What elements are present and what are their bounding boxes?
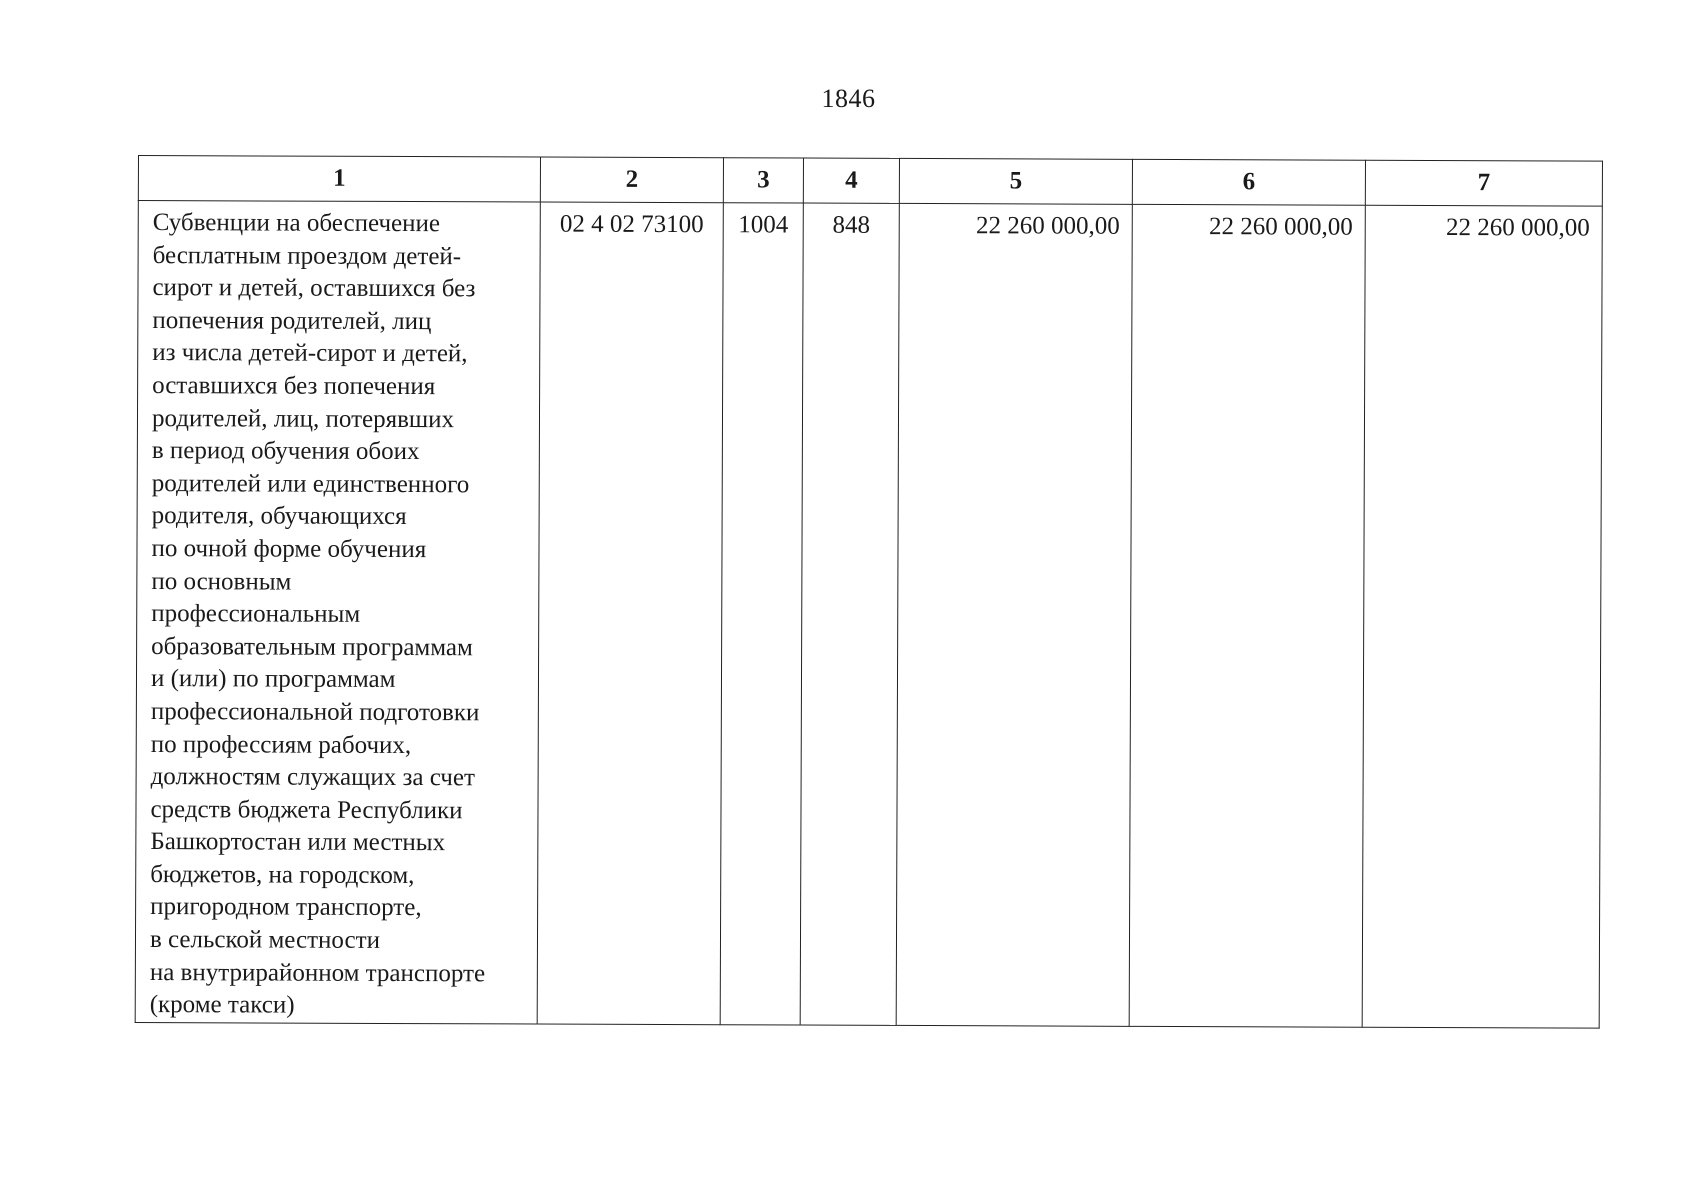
page-number: 1846 — [821, 84, 876, 113]
description-line: на внутрирайонном транспорте — [149, 958, 486, 987]
description-line: в сельской местности — [149, 926, 381, 954]
description-line: профессиональным — [151, 600, 361, 628]
column-header-4: 4 — [803, 158, 899, 203]
description-line: бесплатным проездом детей- — [152, 241, 462, 270]
description-line: по очной форме обучения — [151, 534, 427, 564]
description-line: Субвенции на обеспечение — [152, 209, 441, 238]
description-line: из числа детей-сирот и детей, — [152, 339, 468, 368]
column-header-1: 1 — [138, 156, 540, 203]
amount-1-cell — [896, 203, 1132, 1026]
description-line: Башкортостан или местных — [150, 828, 446, 857]
target-article-code: 02 4 02 73100 — [559, 210, 704, 239]
column-header-6: 6 — [1132, 159, 1365, 205]
description-line: сирот и детей, оставшихся без — [152, 274, 476, 303]
description-line: в период обучения обоих — [151, 437, 420, 466]
description-line: оставшихся без попечения — [152, 372, 436, 401]
section-code: 1004 — [738, 211, 789, 239]
description-line: профессиональной подготовки — [150, 697, 480, 727]
amount-2-cell — [1129, 204, 1365, 1027]
budget-table — [135, 155, 1603, 1028]
target-article-cell — [537, 202, 723, 1025]
expense-type-code: 848 — [832, 211, 871, 239]
column-header-2: 2 — [540, 157, 723, 203]
description-line: родителя, обучающихся — [151, 502, 407, 531]
description-line: (кроме такси) — [149, 991, 295, 1019]
expense-type-cell — [800, 203, 899, 1025]
description-line: бюджетов, на городском, — [150, 860, 415, 889]
column-header-3: 3 — [723, 158, 803, 203]
table-header-row — [138, 156, 1602, 207]
amount-2-value: 22 260 000,00 — [1208, 213, 1353, 241]
description-line: родителей или единственного — [151, 469, 470, 499]
amount-3-value: 22 260 000,00 — [1445, 214, 1590, 242]
description-line: и (или) по программам — [150, 665, 396, 694]
amount-3-cell — [1362, 205, 1602, 1028]
column-header-7: 7 — [1365, 160, 1602, 206]
table-row — [135, 201, 1602, 1028]
amount-1-value: 22 260 000,00 — [975, 212, 1120, 240]
description-line: пригородном транспорте, — [150, 893, 422, 922]
section-cell — [720, 203, 803, 1025]
description-line: должностям служащих за счет — [150, 763, 475, 792]
description-text — [136, 201, 540, 1023]
budget-table-wrapper — [135, 155, 1602, 1029]
description-line: средств бюджета Республики — [150, 795, 463, 824]
description-line: образовательным программам — [151, 632, 473, 662]
description-line: родителей, лиц, потерявших — [151, 404, 455, 433]
description-line: попечения родителей, лиц — [152, 306, 432, 335]
description-line: по основным — [151, 567, 292, 596]
description-cell — [135, 201, 540, 1024]
description-line: по профессиям рабочих, — [150, 730, 412, 759]
column-header-5: 5 — [899, 158, 1132, 204]
